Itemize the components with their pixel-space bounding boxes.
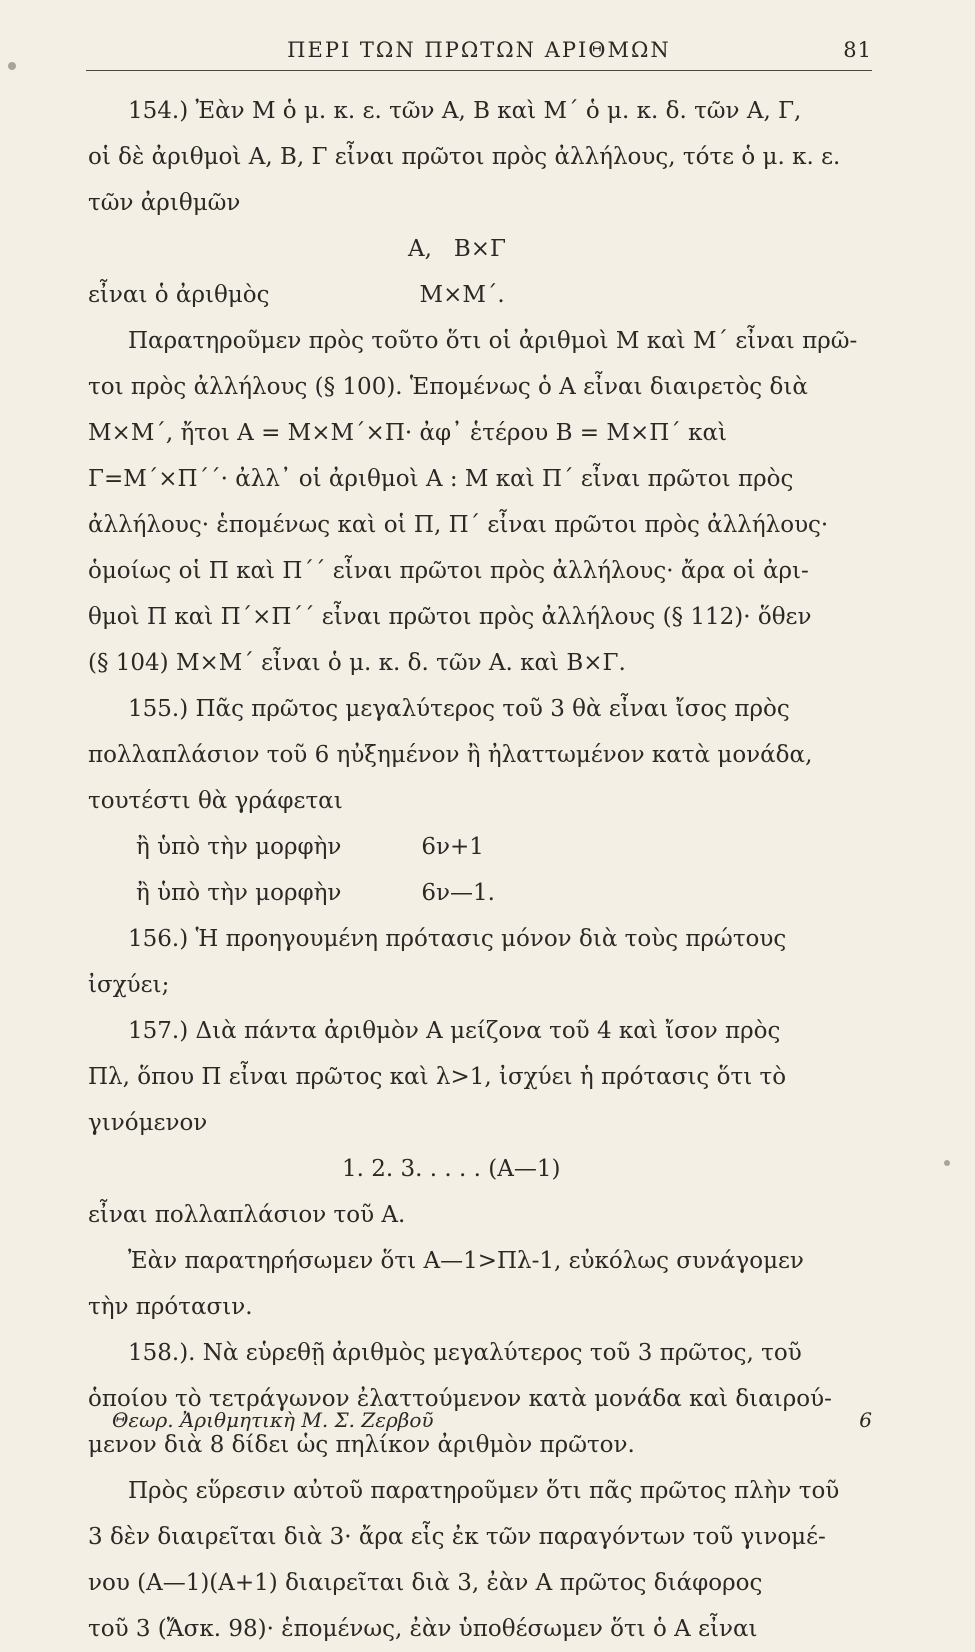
- text-line: [88, 1054, 878, 1100]
- page-footer: [112, 1408, 872, 1440]
- text-line: [88, 916, 878, 962]
- text-line: [88, 1560, 878, 1606]
- line-formula: 6ν+1: [421, 834, 484, 860]
- text-line: [88, 962, 878, 1008]
- line-text: γινόμενον: [88, 1110, 208, 1136]
- line-text: εἶναι πολλαπλάσιον τοῦ Α.: [88, 1202, 406, 1228]
- line-text: ἢ ὑπὸ τὴν μορφὴν: [136, 880, 342, 906]
- line-text: πολλαπλάσιον τοῦ 6 ηὐξημένον ἢ ἠλαττωμένον κατὰ μονάδα,: [88, 742, 813, 768]
- line-text: Πρὸς εὕρεσιν αὐτοῦ παρατηροῦμεν ὅτι πᾶς πρῶτος πλὴν τοῦ: [128, 1478, 840, 1504]
- text-line: [88, 88, 878, 134]
- line-text: Πλ, ὅπου Π εἶναι πρῶτος καὶ λ>1, ἰσχύει ἡ πρότασις ὅτι τὸ: [88, 1064, 787, 1090]
- line-text: τῶν ἀριθμῶν: [88, 190, 241, 216]
- line-text: Ἐὰν παρατηρήσωμεν ὅτι Α—1>Πλ-1, εὐκόλως συνάγομεν: [128, 1248, 804, 1274]
- line-text: ἰσχύει;: [88, 972, 170, 998]
- text-line: [88, 1514, 878, 1560]
- line-text: 154.) Ἐὰν Μ ὁ μ. κ. ε. τῶν Α, Β καὶ Μ΄ ὁ μ. κ. δ. τῶν Α, Γ,: [128, 98, 802, 124]
- text-line: [88, 1468, 878, 1514]
- line-text: 155.) Πᾶς πρῶτος μεγαλύτερος τοῦ 3 θὰ εἶναι ἴσος πρὸς: [128, 696, 790, 722]
- text-line: [88, 594, 878, 640]
- line-text: 1. 2. 3. . . . . (Α—1): [342, 1156, 561, 1182]
- line-text: Α, Β×Γ: [408, 236, 506, 262]
- text-line: [88, 502, 878, 548]
- text-line: [88, 1606, 878, 1652]
- line-text: τὴν πρότασιν.: [88, 1294, 253, 1320]
- line-text: 157.) Διὰ πάντα ἀριθμὸν Α μείζονα τοῦ 4 καὶ ἴσον πρὸς: [128, 1018, 781, 1044]
- text-line: [88, 1192, 878, 1238]
- running-title: ΠΕΡΙ ΤΩΝ ΠΡΩΤΩΝ ΑΡΙΘΜΩΝ: [287, 38, 671, 62]
- text-line: [88, 1146, 878, 1192]
- footer-signature: Θεωρ. Ἀριθμητικὴ Μ. Σ. Ζερβοῦ: [112, 1408, 434, 1432]
- page-number: 81: [843, 38, 872, 62]
- text-line: [88, 686, 878, 732]
- text-line: [88, 180, 878, 226]
- line-text: 3 δὲν διαιρεῖται διὰ 3· ἄρα εἷς ἐκ τῶν παραγόντων τοῦ γινομέ-: [88, 1524, 826, 1550]
- text-line: [88, 318, 878, 364]
- sheet-number: 6: [859, 1408, 872, 1432]
- ink-speck: [8, 62, 16, 70]
- text-line: [88, 134, 878, 180]
- line-formula: 6ν—1.: [421, 880, 495, 906]
- text-line: [88, 456, 878, 502]
- text-line: [88, 640, 878, 686]
- text-line: [88, 548, 878, 594]
- line-text: μενον διὰ 8 δίδει ὡς πηλίκον ἀριθμὸν πρῶτον.: [88, 1432, 635, 1458]
- line-formula: Μ×Μ΄.: [419, 282, 505, 308]
- text-line: [88, 410, 878, 456]
- line-text: ἢ ὑπὸ τὴν μορφὴν: [136, 834, 342, 860]
- line-text: 156.) Ἡ προηγουμένη πρότασις μόνον διὰ τοὺς πρώτους: [128, 926, 787, 952]
- line-text: τουτέστι θὰ γράφεται: [88, 788, 343, 814]
- line-text: νου (Α—1)(Α+1) διαιρεῖται διὰ 3, ἐὰν Α πρῶτος διάφορος: [88, 1570, 763, 1596]
- text-line: [88, 1008, 878, 1054]
- text-line: [88, 226, 878, 272]
- text-line: [88, 1330, 878, 1376]
- text-line: [88, 1100, 878, 1146]
- line-text: τοι πρὸς ἀλλήλους (§ 100). Ἑπομένως ὁ Α εἶναι διαιρετὸς διὰ: [88, 374, 808, 400]
- line-text: ἀλλήλους· ἑπομένως καὶ οἱ Π, Π΄ εἶναι πρῶτοι πρὸς ἀλλήλους·: [88, 512, 829, 538]
- line-text: τοῦ 3 (Ἄσκ. 98)· ἑπομένως, ἐὰν ὑποθέσωμεν ὅτι ὁ Α εἶναι: [88, 1616, 758, 1642]
- text-line: [88, 824, 878, 870]
- line-text: (§ 104) Μ×Μ΄ εἶναι ὁ μ. κ. δ. τῶν Α. καὶ Β×Γ.: [88, 650, 626, 676]
- line-text: Γ=Μ΄×Π΄΄· ἀλλ᾽ οἱ ἀριθμοὶ Α : Μ καὶ Π΄ εἶναι πρῶτοι πρὸς: [88, 466, 794, 492]
- running-head: [86, 36, 872, 71]
- line-text: ὁμοίως οἱ Π καὶ Π΄΄ εἶναι πρῶτοι πρὸς ἀλλήλους· ἄρα οἱ ἀρι-: [88, 558, 809, 584]
- line-text: εἶναι ὁ ἀριθμὸς: [88, 282, 270, 308]
- ink-speck: [944, 1160, 950, 1166]
- text-line: [88, 732, 878, 778]
- text-line: [88, 870, 878, 916]
- line-text: Παρατηροῦμεν πρὸς τοῦτο ὅτι οἱ ἀριθμοὶ Μ καὶ Μ΄ εἶναι πρῶ-: [128, 328, 858, 354]
- line-text: Μ×Μ΄, ἤτοι Α = Μ×Μ΄×Π· ἀφ᾽ ἑτέρου Β = Μ×Π΄ καὶ: [88, 420, 728, 446]
- text-line: [88, 364, 878, 410]
- text-line: [88, 1238, 878, 1284]
- text-line: [88, 272, 878, 318]
- line-text: θμοὶ Π καὶ Π΄×Π΄΄ εἶναι πρῶτοι πρὸς ἀλλήλους (§ 112)· ὅθεν: [88, 604, 812, 630]
- text-line: [88, 1284, 878, 1330]
- text-line: [88, 778, 878, 824]
- line-text: ὁποίου τὸ τετράγωνον ἐλαττούμενον κατὰ μονάδα καὶ διαιρού-: [88, 1386, 832, 1412]
- line-text: 158.). Νὰ εὑρεθῇ ἀριθμὸς μεγαλύτερος τοῦ 3 πρῶτος, τοῦ: [128, 1340, 802, 1366]
- line-text: οἱ δὲ ἀριθμοὶ Α, Β, Γ εἶναι πρῶτοι πρὸς ἀλλήλους, τότε ὁ μ. κ. ε.: [88, 144, 841, 170]
